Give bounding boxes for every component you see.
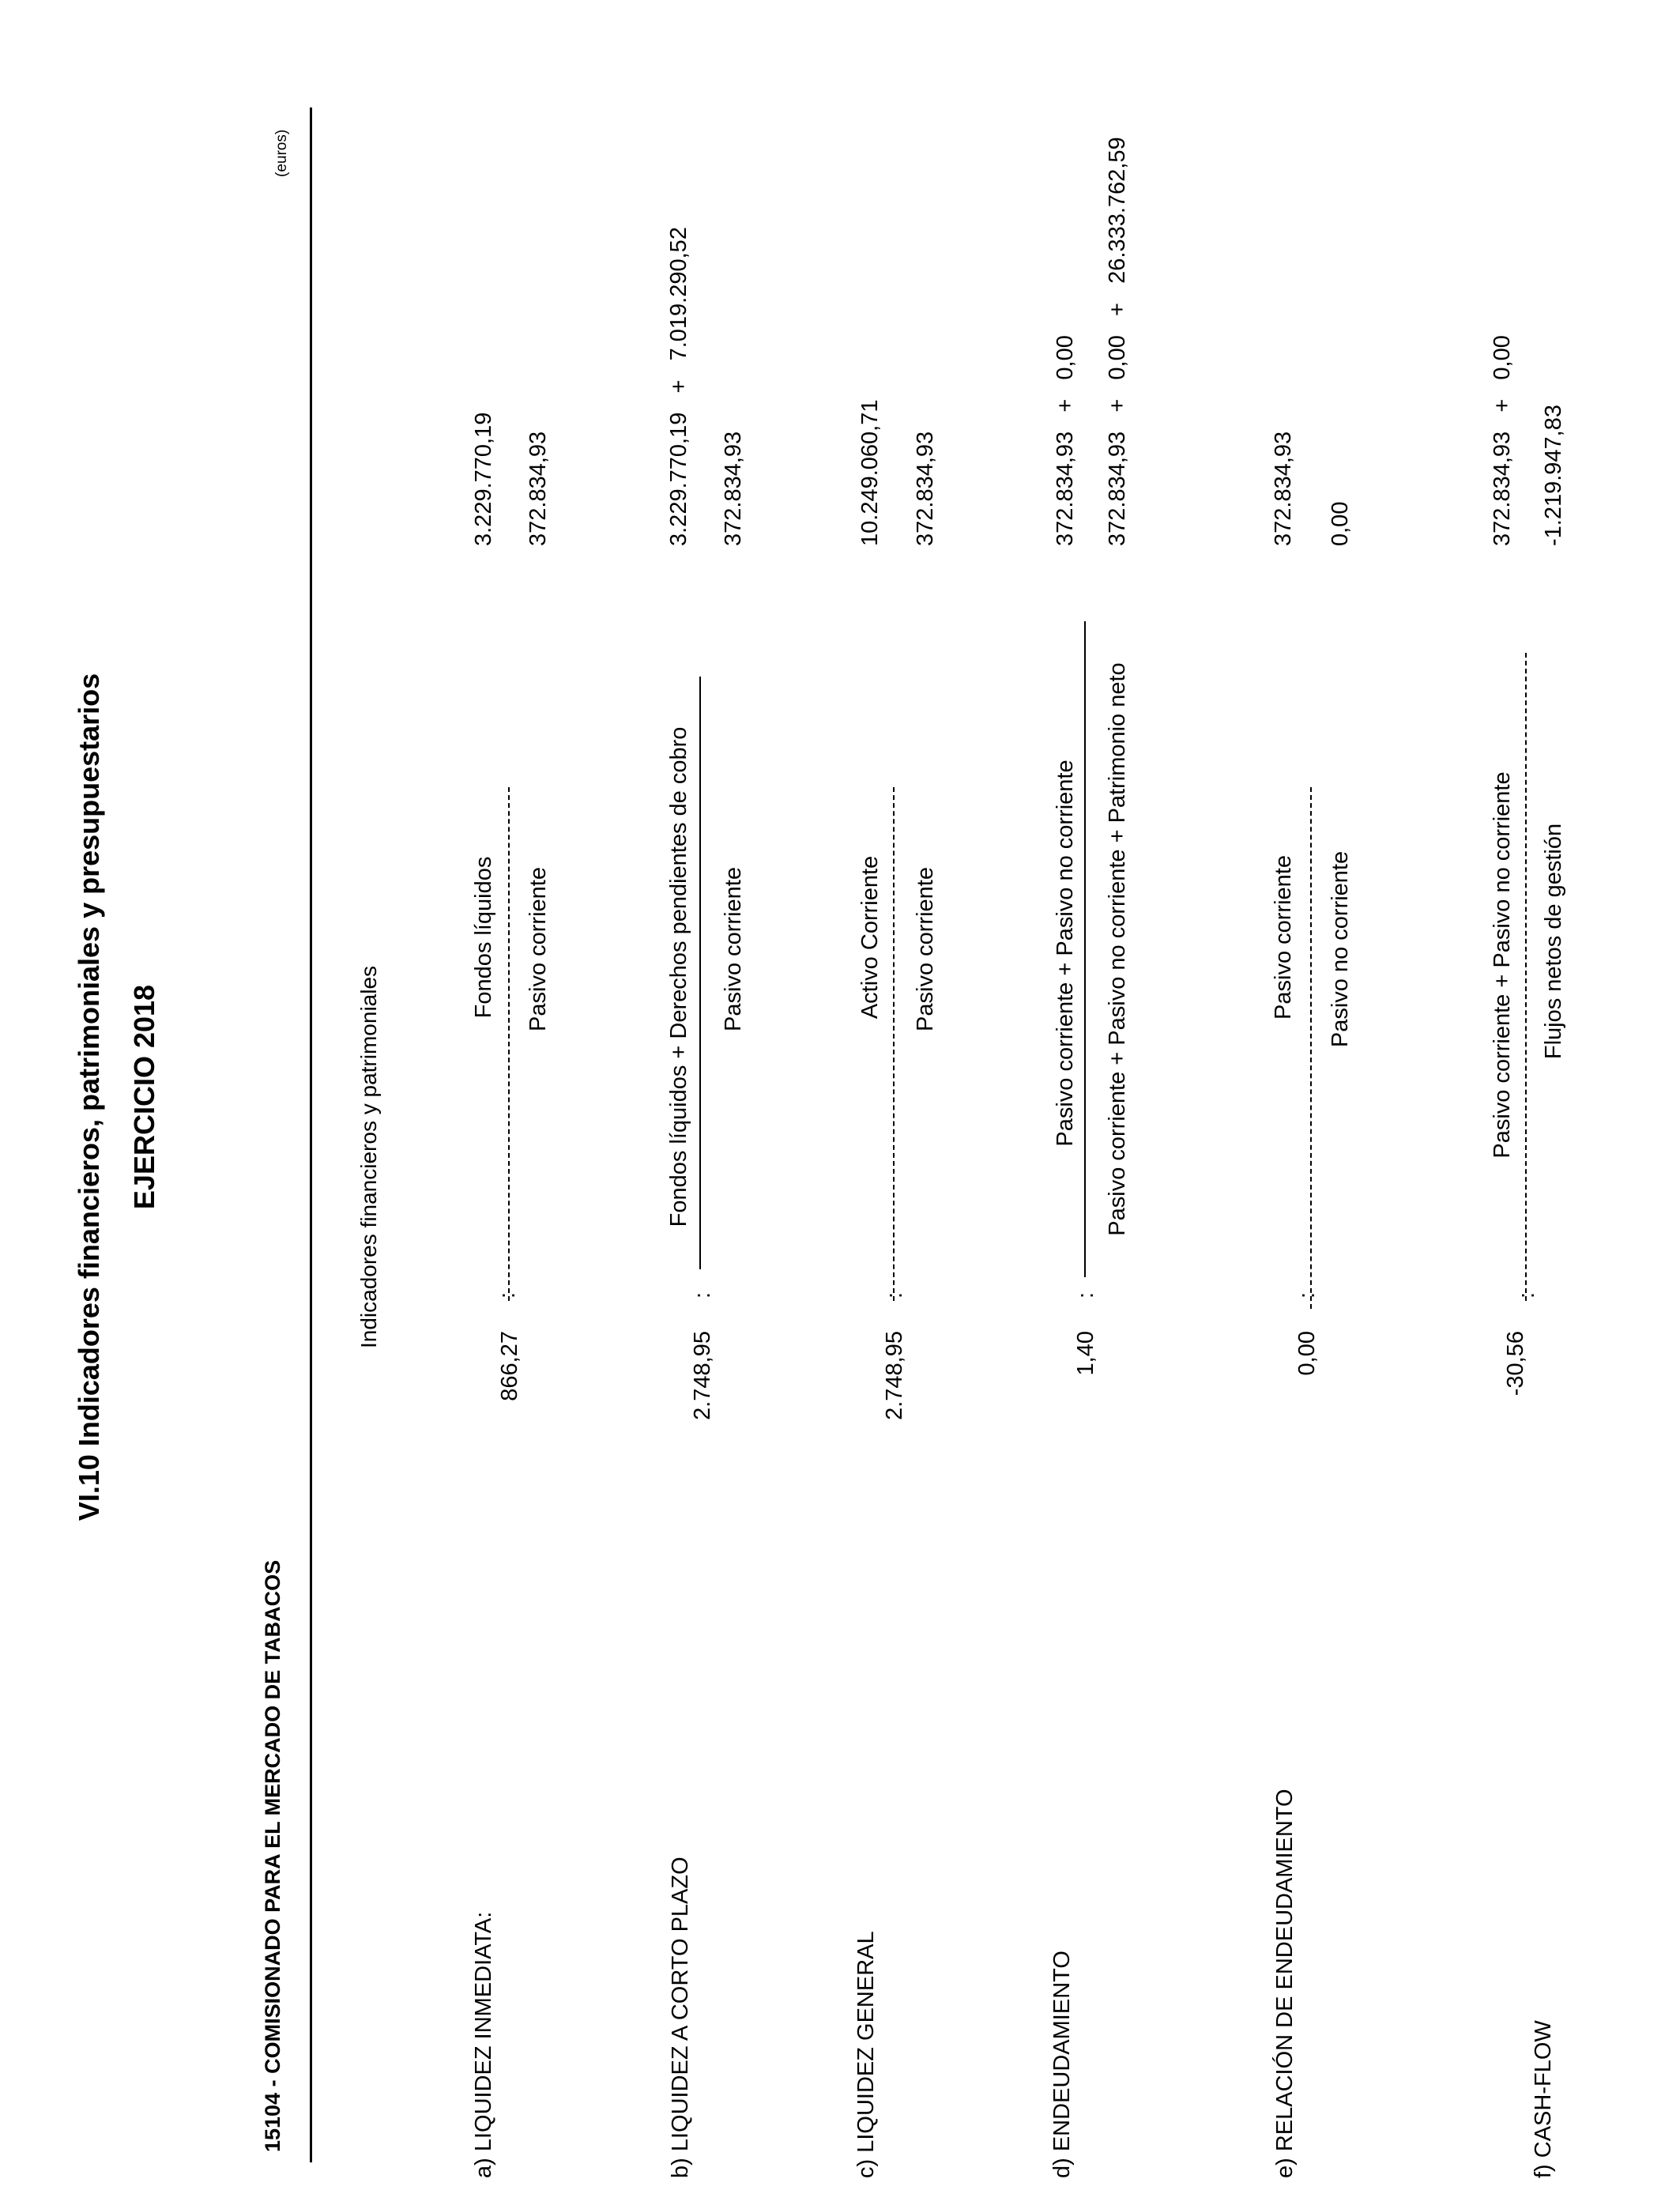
indicator-denominator: Pasivo corriente <box>721 867 746 1031</box>
indicator-denominator: Pasivo corriente <box>525 867 551 1031</box>
indicator-numerator: Activo Corriente <box>857 855 883 1020</box>
indicator-denominator: Pasivo corriente <box>913 867 938 1031</box>
fraction-line <box>1525 653 1527 1301</box>
fraction-line <box>1084 621 1086 1277</box>
fraction-line <box>699 677 701 1269</box>
header-rule-left <box>310 187 312 2162</box>
indicator-result: -30,56 <box>1503 1331 1528 1397</box>
numerator-values: 3.229.770,19 + 7.019.290,52 <box>666 227 691 546</box>
denominator-values: -1.219.947,83 <box>1541 405 1566 546</box>
indicator-label: f) CASH-FLOW <box>1531 2020 1556 2178</box>
indicator-numerator: Pasivo corriente + Pasivo no corriente <box>1053 760 1078 1147</box>
indicator-denominator: Flujos netos de gestión <box>1541 823 1566 1060</box>
indicator-result: 2.748,95 <box>690 1331 715 1420</box>
denominator-values: 372.834,93 <box>913 431 938 546</box>
indicator-label: a) LIQUIDEZ INMEDIATA: <box>471 1911 496 2178</box>
indicator-colon: : <box>495 1291 520 1299</box>
indicator-numerator: Fondos líquidos <box>471 856 496 1019</box>
indicator-denominator: Pasivo corriente + Pasivo no corriente + Patrimonio neto <box>1105 662 1130 1236</box>
indicator-colon: : <box>690 1291 715 1299</box>
header-rule-right <box>310 107 312 297</box>
indicator-result: 866,27 <box>497 1331 522 1401</box>
indicator-label: c) LIQUIDEZ GENERAL <box>853 1931 879 2178</box>
numerator-values: 3.229.770,19 <box>471 412 496 546</box>
indicator-result: 1,40 <box>1073 1331 1098 1376</box>
indicator-colon: : <box>1294 1291 1320 1299</box>
units-note: (euros) <box>273 129 290 177</box>
report-title: VI.10 Indicadores financieros, patrimoniales y presupuestarios <box>73 673 105 1521</box>
indicator-result: 2.748,95 <box>882 1331 907 1420</box>
indicator-numerator: Pasivo corriente + Pasivo no corriente <box>1490 771 1515 1159</box>
entity-name: 15104 - COMISIONADO PARA EL MERCADO DE TABACOS <box>261 1559 284 2152</box>
indicator-colon: : <box>1514 1291 1539 1299</box>
numerator-values: 372.834,93 + 0,00 <box>1490 335 1515 546</box>
denominator-values: 0,00 <box>1328 501 1353 546</box>
exercise-year: EJERCICIO 2018 <box>128 984 160 1210</box>
denominator-values: 372.834,93 <box>721 431 746 546</box>
numerator-values: 372.834,93 <box>1271 431 1296 546</box>
indicator-label: e) RELACIÓN DE ENDEUDAMIENTO <box>1272 1789 1298 2178</box>
fraction-line <box>893 787 895 1301</box>
denominator-values: 372.834,93 <box>525 431 551 546</box>
indicator-numerator: Fondos líquidos + Derechos pendientes de cobro <box>666 726 691 1227</box>
numerator-values: 10.249.060,71 <box>857 399 883 546</box>
indicator-denominator: Pasivo no corriente <box>1328 850 1353 1048</box>
section-header: Indicadores financieros y patrimoniales <box>356 965 381 1348</box>
indicator-colon: : <box>882 1291 907 1299</box>
indicator-label: d) ENDEUDAMIENTO <box>1049 1951 1075 2178</box>
denominator-values: 372.834,93 + 0,00 + 26.333.762,59 <box>1105 137 1130 546</box>
indicator-colon: : <box>1073 1291 1098 1299</box>
indicator-result: 0,00 <box>1294 1331 1320 1376</box>
indicator-numerator: Pasivo corriente <box>1271 855 1296 1020</box>
indicator-label: b) LIQUIDEZ A CORTO PLAZO <box>668 1857 693 2178</box>
fraction-line <box>508 787 510 1301</box>
fraction-line <box>1310 787 1312 1309</box>
numerator-values: 372.834,93 + 0,00 <box>1053 335 1078 546</box>
